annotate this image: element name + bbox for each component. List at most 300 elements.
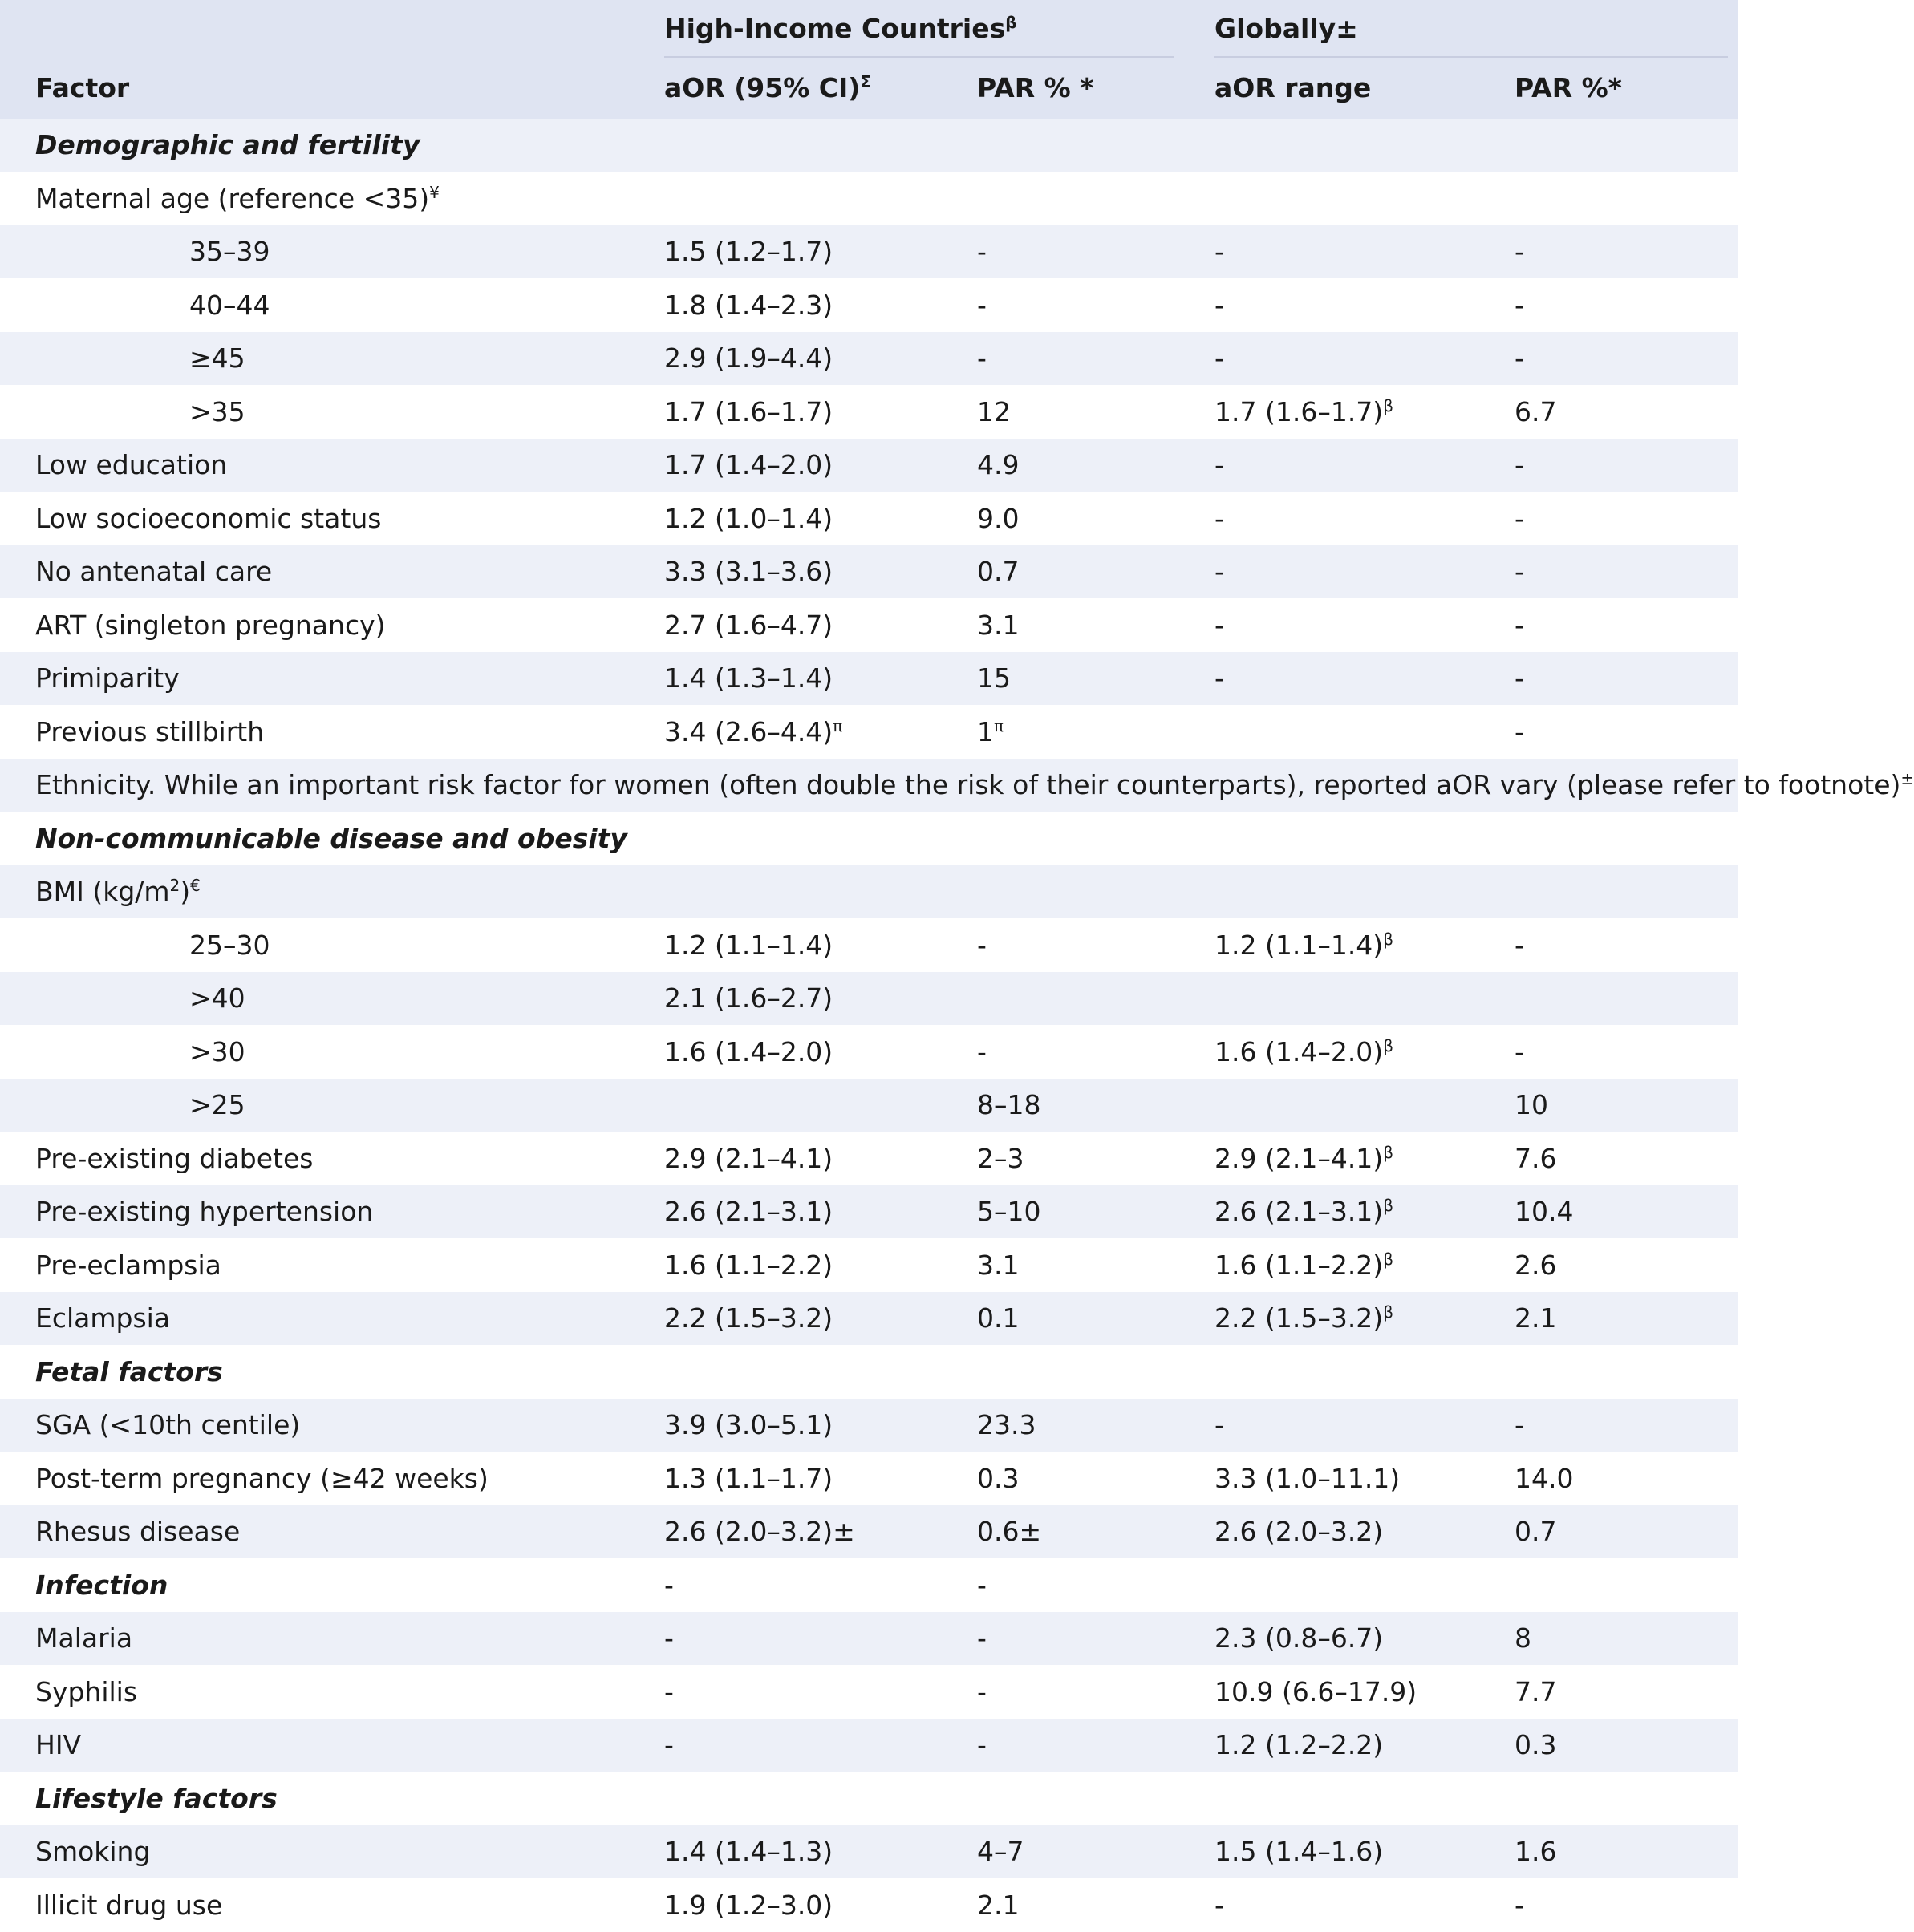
cell-c3 xyxy=(1214,1612,1383,1665)
cell-text: 7.7 xyxy=(1515,1675,1557,1707)
cell-c0 xyxy=(35,1559,168,1612)
cell-c3 xyxy=(1214,1879,1224,1932)
header-high-income: High-Income Countries$^\beta$ xyxy=(664,13,1017,44)
cell-text: 2.1 xyxy=(977,1889,1020,1921)
cell-c3 xyxy=(1214,1026,1393,1079)
cell-text: Rhesus disease xyxy=(35,1516,241,1547)
header-factor: Factor xyxy=(35,72,130,103)
cell-text: 10.4 xyxy=(1515,1196,1574,1227)
cell-c0 xyxy=(189,386,245,439)
section-row xyxy=(0,1559,1738,1612)
cell-c2 xyxy=(977,1719,987,1772)
cell-c3 xyxy=(1214,1666,1417,1719)
section-row xyxy=(0,812,1738,865)
cell-text: 2.6 (2.0–3.2) xyxy=(1214,1516,1384,1547)
superscript: ± xyxy=(1900,769,1914,788)
cell-c0 xyxy=(189,332,245,385)
cell-c2 xyxy=(977,919,987,972)
cell-c3 xyxy=(1214,332,1224,385)
cell-text: Low socioeconomic status xyxy=(35,502,382,534)
cell-c1 xyxy=(664,1239,833,1292)
cell-c1 xyxy=(664,1505,855,1558)
cell-text: - xyxy=(1515,449,1524,480)
cell-text: - xyxy=(1214,1889,1224,1921)
cell-text: 40–44 xyxy=(189,289,270,321)
cell-text: - xyxy=(664,1569,674,1601)
cell-c1 xyxy=(664,545,833,598)
section-row xyxy=(0,119,1738,172)
cell-text: 7.6 xyxy=(1515,1142,1557,1174)
table-row xyxy=(0,492,1738,545)
cell-text: 10 xyxy=(1515,1089,1548,1120)
cell-text: 12 xyxy=(977,395,1011,427)
cell-c4 xyxy=(1515,1879,1524,1932)
cell-text: - xyxy=(1214,449,1224,480)
cell-c0 xyxy=(35,1399,300,1452)
cell-c1 xyxy=(664,1185,833,1238)
cell-c3 xyxy=(1214,1132,1393,1185)
cell-text: - xyxy=(1515,236,1524,267)
header-par-global: PAR %* xyxy=(1515,72,1622,103)
cell-text: - xyxy=(664,1729,674,1760)
cell-text: 2.6 (2.1–3.1) xyxy=(664,1196,833,1227)
cell-text: - xyxy=(1214,1409,1224,1440)
cell-text: Malaria xyxy=(35,1622,133,1654)
cell-c2 xyxy=(977,545,1019,598)
cell-c4 xyxy=(1515,1666,1556,1719)
table-row xyxy=(0,1612,1738,1665)
table-row xyxy=(0,706,1738,759)
cell-text: 3.4 (2.6–4.4) xyxy=(664,715,833,747)
table-row xyxy=(0,279,1738,332)
cell-text: - xyxy=(977,342,987,374)
cell-text: 2–3 xyxy=(977,1142,1024,1174)
cell-c3 xyxy=(1214,919,1393,972)
cell-c2 xyxy=(977,1399,1036,1452)
table-row xyxy=(0,599,1738,652)
cell-c4 xyxy=(1515,1079,1548,1132)
superscript: β xyxy=(1383,1249,1393,1269)
table-row xyxy=(0,1452,1738,1505)
cell-text: Maternal age (reference <35) xyxy=(35,182,430,214)
header-rule-globally xyxy=(1214,56,1728,58)
cell-text: - xyxy=(1515,1889,1524,1921)
cell-c0 xyxy=(35,759,1914,812)
cell-text: 2.2 (1.5–3.2) xyxy=(664,1302,833,1334)
superscript: β xyxy=(1383,1196,1393,1215)
cell-text: Low education xyxy=(35,449,228,480)
table-row xyxy=(0,1666,1738,1719)
cell-c2 xyxy=(977,599,1019,652)
cell-text: - xyxy=(1515,662,1524,694)
cell-text: 23.3 xyxy=(977,1409,1036,1440)
cell-text: 1.6 (1.4–2.0) xyxy=(1214,1035,1384,1067)
superscript: π xyxy=(833,715,843,735)
cell-c1 xyxy=(664,599,833,652)
superscript: β xyxy=(1383,1142,1393,1162)
cell-text: 2.6 (2.0–3.2)± xyxy=(664,1516,855,1547)
cell-c2 xyxy=(977,332,987,385)
cell-text: Infection xyxy=(35,1569,168,1601)
cell-c2 xyxy=(977,1452,1019,1505)
cell-text: 14.0 xyxy=(1515,1462,1574,1494)
superscript: π xyxy=(994,715,1004,735)
cell-c1 xyxy=(664,919,833,972)
cell-text: Pre-eclampsia xyxy=(35,1249,221,1281)
cell-c2 xyxy=(977,1505,1041,1558)
cell-text: - xyxy=(1515,1035,1524,1067)
cell-text: - xyxy=(1214,289,1224,321)
cell-text: 1.7 (1.6–1.7) xyxy=(664,395,833,427)
cell-text: 2.1 (1.6–2.7) xyxy=(664,982,833,1014)
table-row xyxy=(0,759,1914,812)
cell-text: 1.4 (1.3–1.4) xyxy=(664,662,833,694)
cell-text: Eclampsia xyxy=(35,1302,171,1334)
table-row xyxy=(0,1399,1738,1452)
cell-text: 2.7 (1.6–4.7) xyxy=(664,609,833,641)
cell-c4 xyxy=(1515,439,1524,492)
cell-c2 xyxy=(977,279,987,332)
cell-text: 1.2 (1.1–1.4) xyxy=(1214,929,1384,961)
cell-c4 xyxy=(1515,1505,1556,1558)
cell-c2 xyxy=(977,1239,1019,1292)
cell-c3 xyxy=(1214,1399,1224,1452)
cell-text: SGA (<10th centile) xyxy=(35,1409,301,1440)
cell-text: 1.7 (1.6–1.7) xyxy=(1214,395,1384,427)
cell-c1 xyxy=(664,1879,833,1932)
table-row xyxy=(0,972,1738,1025)
cell-c4 xyxy=(1515,1026,1524,1079)
cell-text: 4–7 xyxy=(977,1836,1024,1867)
cell-c1 xyxy=(664,652,833,705)
cell-c1 xyxy=(664,1452,833,1505)
cell-text: 1.4 (1.4–1.3) xyxy=(664,1836,833,1867)
header-aor-ci: aOR (95% CI)$^\Sigma$ xyxy=(664,72,872,103)
cell-text: 1.6 (1.1–2.2) xyxy=(664,1249,833,1281)
cell-text: 0.1 xyxy=(977,1302,1020,1334)
cell-c0 xyxy=(35,1772,278,1825)
cell-text: ) xyxy=(180,876,191,907)
cell-c3 xyxy=(1214,652,1224,705)
cell-text: - xyxy=(1515,289,1524,321)
cell-text: Previous stillbirth xyxy=(35,715,265,747)
cell-c1 xyxy=(664,439,833,492)
cell-text: - xyxy=(1214,502,1224,534)
cell-c0 xyxy=(35,1239,221,1292)
cell-c1 xyxy=(664,1399,833,1452)
cell-text: - xyxy=(664,1622,674,1654)
cell-text: 5–10 xyxy=(977,1196,1041,1227)
cell-text: 2.6 xyxy=(1515,1249,1557,1281)
cell-c1 xyxy=(664,1132,833,1185)
cell-c3 xyxy=(1214,599,1224,652)
cell-c1 xyxy=(664,492,833,545)
cell-text: Smoking xyxy=(35,1836,151,1867)
cell-text: - xyxy=(977,289,987,321)
superscript: β xyxy=(1383,1302,1393,1322)
cell-c2 xyxy=(977,1185,1041,1238)
cell-text: 8 xyxy=(1515,1622,1531,1654)
cell-c4 xyxy=(1515,386,1556,439)
cell-c2 xyxy=(977,1666,987,1719)
cell-c2 xyxy=(977,1879,1019,1932)
table-row xyxy=(0,545,1738,598)
cell-text: 1.6 (1.1–2.2) xyxy=(1214,1249,1384,1281)
cell-c4 xyxy=(1515,225,1524,278)
cell-text: 1.2 (1.1–1.4) xyxy=(664,929,833,961)
header-par-high: PAR % * xyxy=(977,72,1094,103)
cell-c3 xyxy=(1214,279,1224,332)
cell-c2 xyxy=(977,1132,1024,1185)
cell-text: Post-term pregnancy (≥42 weeks) xyxy=(35,1462,489,1494)
cell-text: 1.2 (1.2–2.2) xyxy=(1214,1729,1384,1760)
table-row xyxy=(0,865,1738,918)
table-row xyxy=(0,1132,1738,1185)
cell-c4 xyxy=(1515,599,1524,652)
cell-text: - xyxy=(1515,1409,1524,1440)
table-row xyxy=(0,1026,1738,1079)
cell-text: >40 xyxy=(189,982,245,1014)
cell-text: 3.1 xyxy=(977,1249,1020,1281)
cell-text: Pre-existing diabetes xyxy=(35,1142,314,1174)
cell-c4 xyxy=(1515,1399,1524,1452)
cell-text: 9.0 xyxy=(977,502,1020,534)
cell-text: 3.3 (3.1–3.6) xyxy=(664,556,833,587)
superscript: β xyxy=(1383,395,1393,415)
cell-text: - xyxy=(1515,929,1524,961)
cell-text: 2.6 (2.1–3.1) xyxy=(1214,1196,1384,1227)
cell-c4 xyxy=(1515,1132,1556,1185)
cell-c1 xyxy=(664,332,833,385)
cell-c2 xyxy=(977,1559,987,1612)
header-aor-range: aOR range xyxy=(1214,72,1372,103)
section-row xyxy=(0,1772,1738,1825)
cell-c0 xyxy=(35,1452,489,1505)
cell-text: No antenatal care xyxy=(35,556,273,587)
cell-c4 xyxy=(1515,279,1524,332)
cell-c2 xyxy=(977,1026,987,1079)
cell-text: 2.9 (1.9–4.4) xyxy=(664,342,833,374)
cell-c2 xyxy=(977,225,987,278)
cell-text: >25 xyxy=(189,1089,245,1120)
cell-c3 xyxy=(1214,492,1224,545)
cell-c2 xyxy=(977,1825,1024,1878)
table-row xyxy=(0,1239,1738,1292)
cell-text: HIV xyxy=(35,1729,82,1760)
cell-text: - xyxy=(1515,556,1524,587)
cell-c1 xyxy=(664,225,833,278)
cell-text: - xyxy=(977,1569,987,1601)
cell-text: >35 xyxy=(189,395,245,427)
cell-c3 xyxy=(1214,386,1393,439)
cell-text: 15 xyxy=(977,662,1011,694)
cell-text: - xyxy=(1214,556,1224,587)
cell-text: 1 xyxy=(977,715,994,747)
cell-text: >30 xyxy=(189,1035,245,1067)
cell-c4 xyxy=(1515,1825,1556,1878)
cell-text: 2.3 (0.8–6.7) xyxy=(1214,1622,1384,1654)
cell-c2 xyxy=(977,439,1019,492)
table-row xyxy=(0,225,1738,278)
cell-c0 xyxy=(35,599,386,652)
cell-c3 xyxy=(1214,1239,1393,1292)
cell-text: 1.5 (1.4–1.6) xyxy=(1214,1836,1384,1867)
cell-c2 xyxy=(977,1292,1019,1345)
table-row xyxy=(0,172,1738,225)
cell-c2 xyxy=(977,1612,987,1665)
cell-c0 xyxy=(35,706,264,759)
table-row xyxy=(0,439,1738,492)
cell-text: - xyxy=(1214,342,1224,374)
cell-text: 0.3 xyxy=(1515,1729,1557,1760)
cell-c0 xyxy=(35,652,180,705)
cell-c0 xyxy=(35,1346,223,1399)
cell-text: Lifestyle factors xyxy=(35,1782,278,1814)
cell-c0 xyxy=(35,1666,137,1719)
table-row xyxy=(0,386,1738,439)
cell-c1 xyxy=(664,386,833,439)
cell-c4 xyxy=(1515,706,1524,759)
table-row xyxy=(0,1719,1738,1772)
cell-c3 xyxy=(1214,225,1224,278)
cell-c3 xyxy=(1214,1719,1383,1772)
cell-text: Fetal factors xyxy=(35,1355,223,1387)
cell-c2 xyxy=(977,1079,1041,1132)
cell-text: 25–30 xyxy=(189,929,270,961)
cell-c1 xyxy=(664,1292,833,1345)
cell-c0 xyxy=(35,1825,150,1878)
cell-text: - xyxy=(977,1729,987,1760)
cell-text: - xyxy=(977,1675,987,1707)
cell-c4 xyxy=(1515,492,1524,545)
table-header xyxy=(0,0,1738,119)
cell-c1 xyxy=(664,706,842,759)
cell-c4 xyxy=(1515,545,1524,598)
cell-text: 1.2 (1.0–1.4) xyxy=(664,502,833,534)
cell-text: Non-communicable disease and obesity xyxy=(35,822,627,854)
table-row xyxy=(0,1879,1738,1932)
cell-text: 3.3 (1.0–11.1) xyxy=(1214,1462,1401,1494)
cell-c0 xyxy=(35,1185,373,1238)
cell-c1 xyxy=(664,279,833,332)
cell-c4 xyxy=(1515,1612,1531,1665)
cell-text: 0.7 xyxy=(977,556,1020,587)
cell-c0 xyxy=(35,1132,313,1185)
header-rule-high-income xyxy=(664,56,1174,58)
cell-c4 xyxy=(1515,1185,1573,1238)
cell-c0 xyxy=(35,1719,81,1772)
cell-text: 35–39 xyxy=(189,236,270,267)
cell-text: 0.6± xyxy=(977,1516,1042,1547)
cell-c0 xyxy=(189,225,270,278)
table-row xyxy=(0,1079,1738,1132)
cell-c3 xyxy=(1214,439,1224,492)
cell-c0 xyxy=(35,172,440,225)
cell-text: 2.1 xyxy=(1515,1302,1557,1334)
cell-c2 xyxy=(977,652,1011,705)
superscript: 2 xyxy=(169,876,180,895)
cell-text: - xyxy=(1214,662,1224,694)
cell-text: - xyxy=(1515,342,1524,374)
table-row xyxy=(0,1505,1738,1558)
cell-c0 xyxy=(189,919,270,972)
cell-c3 xyxy=(1214,1185,1393,1238)
cell-text: - xyxy=(1214,609,1224,641)
cell-text: 0.3 xyxy=(977,1462,1020,1494)
cell-c0 xyxy=(35,812,627,865)
cell-c0 xyxy=(35,492,381,545)
cell-text: - xyxy=(977,1622,987,1654)
superscript: β xyxy=(1383,1035,1393,1055)
cell-text: 1.3 (1.1–1.7) xyxy=(664,1462,833,1494)
cell-text: 1.8 (1.4–2.3) xyxy=(664,289,833,321)
cell-text: - xyxy=(1515,715,1524,747)
cell-c3 xyxy=(1214,545,1224,598)
cell-c0 xyxy=(189,1026,245,1079)
header-globally: Globally± xyxy=(1214,13,1358,44)
table-row xyxy=(0,1825,1738,1878)
cell-c4 xyxy=(1515,919,1524,972)
cell-text: ≥45 xyxy=(189,342,245,374)
cell-c1 xyxy=(664,1612,674,1665)
cell-c1 xyxy=(664,1666,674,1719)
cell-c2 xyxy=(977,386,1011,439)
cell-c3 xyxy=(1214,1292,1393,1345)
cell-c3 xyxy=(1214,1505,1383,1558)
cell-c4 xyxy=(1515,1719,1556,1772)
cell-text: 10.9 (6.6–17.9) xyxy=(1214,1675,1417,1707)
cell-c0 xyxy=(35,119,420,172)
cell-text: - xyxy=(1515,609,1524,641)
cell-c2 xyxy=(977,492,1019,545)
cell-c4 xyxy=(1515,332,1524,385)
cell-c1 xyxy=(664,1026,833,1079)
cell-text: 6.7 xyxy=(1515,395,1557,427)
section-row xyxy=(0,1346,1738,1399)
superscript: β xyxy=(1383,929,1393,949)
cell-c3 xyxy=(1214,1825,1383,1878)
cell-text: BMI (kg/m xyxy=(35,876,170,907)
cell-c4 xyxy=(1515,1292,1556,1345)
cell-text: Illicit drug use xyxy=(35,1889,223,1921)
cell-c0 xyxy=(35,1879,222,1932)
cell-c3 xyxy=(1214,1452,1400,1505)
cell-text: 8–18 xyxy=(977,1089,1041,1120)
cell-text: 3.9 (3.0–5.1) xyxy=(664,1409,833,1440)
cell-text: 1.6 xyxy=(1515,1836,1557,1867)
table-row xyxy=(0,332,1738,385)
cell-text: ART (singleton pregnancy) xyxy=(35,609,386,641)
cell-c1 xyxy=(664,1825,833,1878)
cell-text: - xyxy=(1515,502,1524,534)
cell-text: 1.6 (1.4–2.0) xyxy=(664,1035,833,1067)
cell-text: 2.9 (2.1–4.1) xyxy=(1214,1142,1384,1174)
cell-text: Ethnicity. While an important risk factor for women (often double the risk of their counterparts), reported aOR vary (please refer to footnote) xyxy=(35,769,1901,800)
cell-text: 0.7 xyxy=(1515,1516,1557,1547)
cell-c1 xyxy=(664,1719,674,1772)
table-row xyxy=(0,919,1738,972)
cell-text: - xyxy=(977,929,987,961)
superscript: ¥ xyxy=(429,182,440,202)
cell-c0 xyxy=(35,1505,240,1558)
table-row xyxy=(0,1292,1738,1345)
cell-c4 xyxy=(1515,1452,1573,1505)
cell-text: 4.9 xyxy=(977,449,1020,480)
cell-c0 xyxy=(189,279,270,332)
cell-c0 xyxy=(189,1079,245,1132)
cell-text: 2.9 (2.1–4.1) xyxy=(664,1142,833,1174)
cell-text: 1.7 (1.4–2.0) xyxy=(664,449,833,480)
